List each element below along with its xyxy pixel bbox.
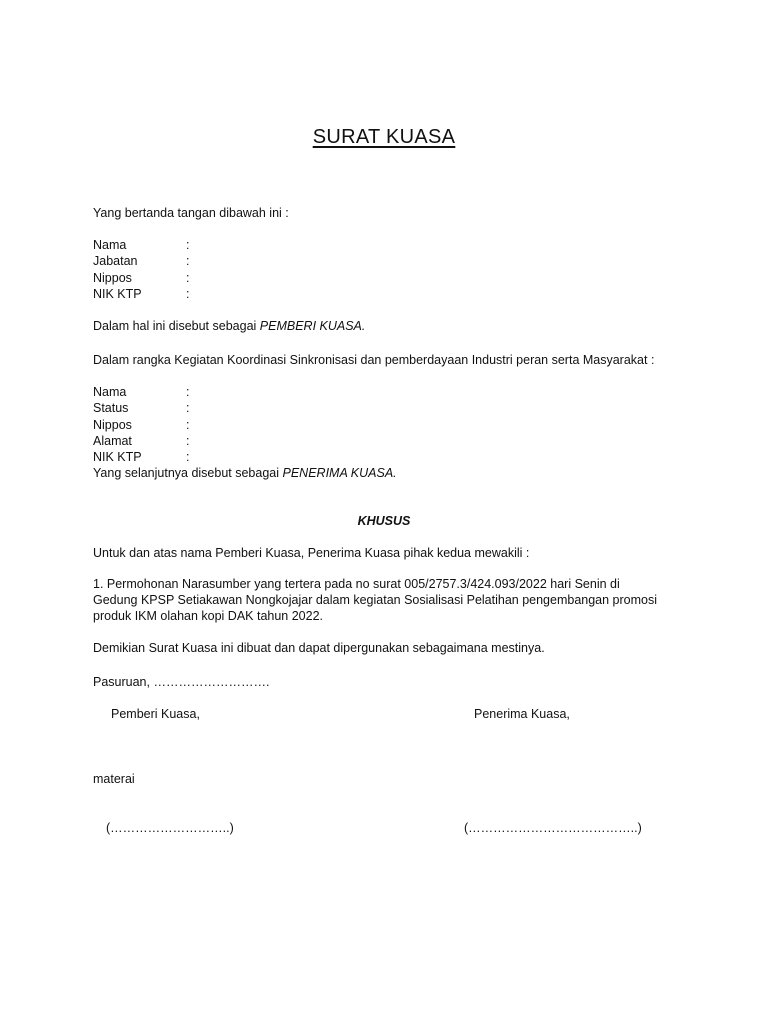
field-colon: : <box>186 433 190 448</box>
field-colon: : <box>186 401 190 416</box>
field-label: Nama <box>93 238 127 252</box>
receiver-fields <box>93 384 196 465</box>
receiver-field-row <box>93 417 196 433</box>
field-label: NIK KTP <box>93 450 142 465</box>
receiver-statement-prefix: Yang selanjutnya disebut sebagai <box>93 466 283 480</box>
intro-text: Yang bertanda tangan dibawah ini : <box>93 206 289 220</box>
place-date: Pasuruan, ………………………. <box>93 675 270 689</box>
mandate-item-line: Gedung KPSP Setiakawan Nongkojajar dalam kegiatan Sosialisasi Pelatihan pengembangan promosi <box>93 593 658 607</box>
field-label: NIK KTP <box>93 286 142 301</box>
field-label: Status <box>93 401 129 416</box>
document-title: SURAT KUASA <box>312 126 456 148</box>
receiver-field-row <box>93 433 196 449</box>
field-label: Nippos <box>93 417 132 432</box>
giver-field-row <box>93 270 196 286</box>
field-colon: : <box>186 254 190 269</box>
receiver-statement <box>93 465 397 481</box>
field-colon: : <box>186 238 190 252</box>
mandate-item-line: produk IKM olahan kopi DAK tahun 2022. <box>93 609 324 623</box>
field-colon: : <box>186 417 190 432</box>
stamp-note: materai <box>93 772 135 786</box>
closing-text: Demikian Surat Kuasa ini dibuat dan dapat dipergunakan sebagaimana mestinya. <box>93 641 545 655</box>
receiver-field-row <box>93 449 196 465</box>
receiver-signature-label: Penerima Kuasa, <box>474 707 570 721</box>
giver-field-row <box>93 237 196 253</box>
giver-statement-prefix: Dalam hal ini disebut sebagai <box>93 319 260 333</box>
field-colon: : <box>186 286 190 301</box>
field-label: Alamat <box>93 433 132 448</box>
receiver-field-row <box>93 384 196 400</box>
field-label: Nama <box>93 385 127 399</box>
giver-role: PEMBERI KUASA. <box>259 319 366 333</box>
context-text: Dalam rangka Kegiatan Koordinasi Sinkronisasi dan pemberdayaan Industri peran serta Masyarakat : <box>93 353 655 367</box>
special-heading: KHUSUS <box>357 514 411 528</box>
giver-signature-label: Pemberi Kuasa, <box>111 707 200 721</box>
field-colon: : <box>186 450 190 465</box>
field-colon: : <box>186 385 190 399</box>
mandate-intro: Untuk dan atas nama Pemberi Kuasa, Penerima Kuasa pihak kedua mewakili : <box>93 546 530 560</box>
field-colon: : <box>186 270 190 285</box>
mandate-item-line: 1. Permohonan Narasumber yang tertera pada no surat 005/2757.3/424.093/2022 hari Senin di <box>93 577 620 591</box>
field-label: Nippos <box>93 270 132 285</box>
giver-field-row <box>93 253 196 269</box>
giver-statement <box>93 318 365 334</box>
giver-name-placeholder: (………………………..) <box>106 821 234 835</box>
receiver-field-row <box>93 400 196 416</box>
giver-fields <box>93 237 196 302</box>
receiver-name-placeholder: (…………………………………..) <box>464 821 642 835</box>
field-label: Jabatan <box>93 254 138 269</box>
giver-field-row <box>93 286 196 302</box>
receiver-role: PENERIMA KUASA. <box>282 466 397 480</box>
